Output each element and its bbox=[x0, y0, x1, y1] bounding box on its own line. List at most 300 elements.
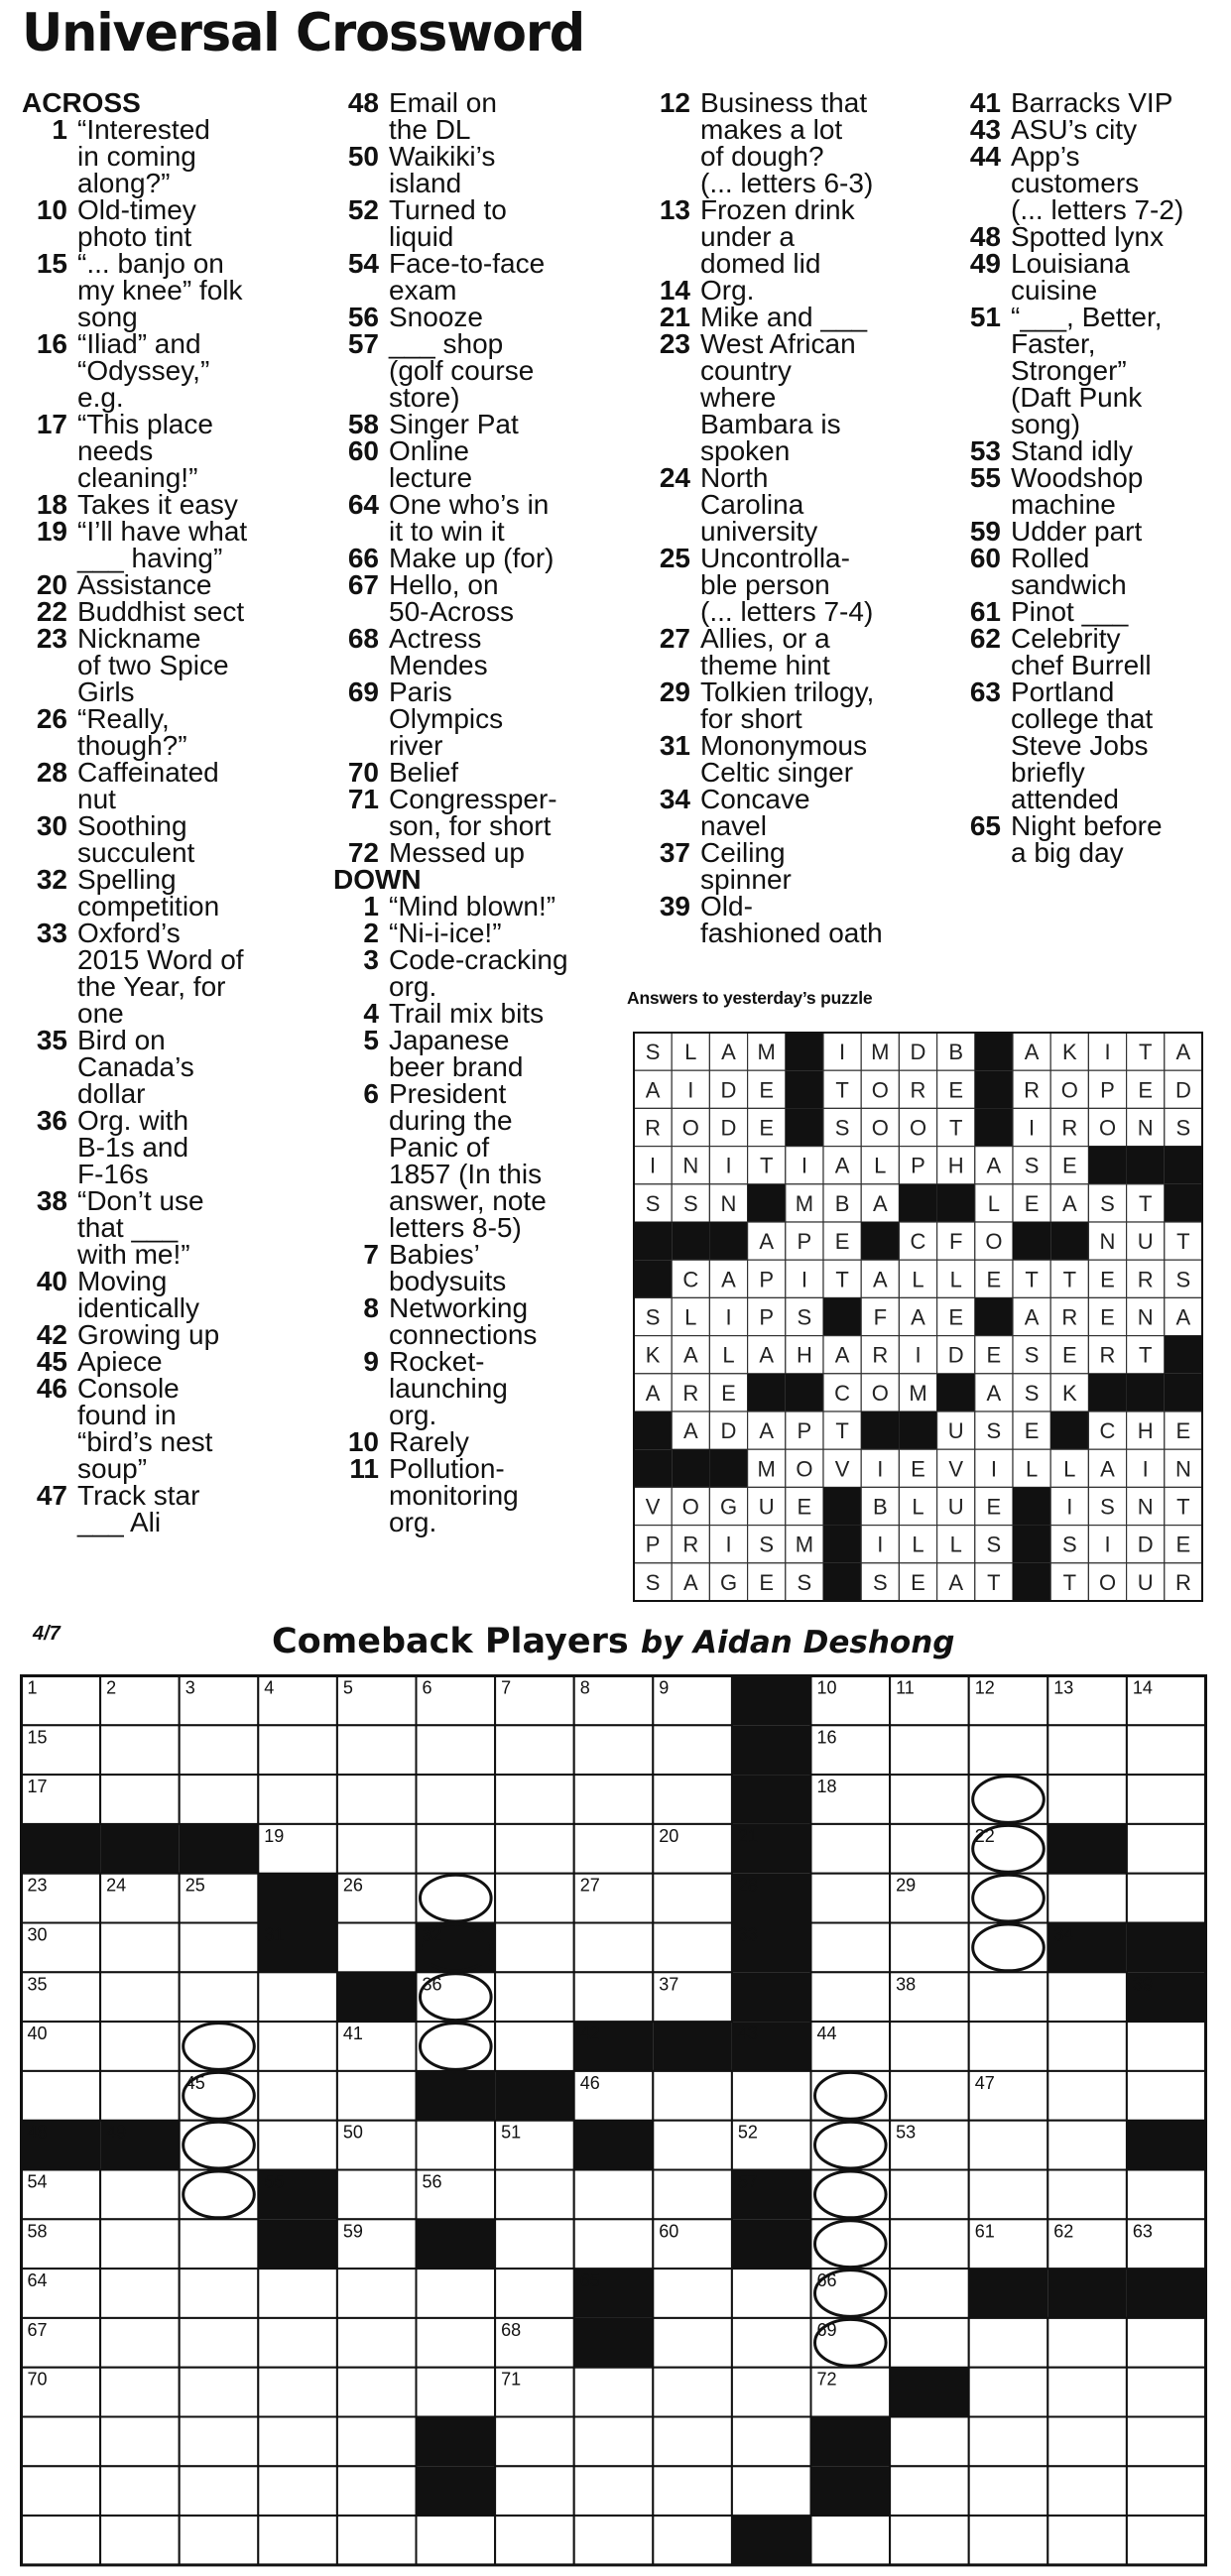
grid-number: 54 bbox=[27, 2171, 48, 2192]
clue-line: Woodshop bbox=[1011, 462, 1144, 493]
grid-cell[interactable] bbox=[890, 2022, 969, 2071]
clue-item[interactable] bbox=[22, 920, 319, 1027]
clue-item[interactable] bbox=[955, 812, 1231, 866]
clue-item[interactable] bbox=[645, 786, 938, 839]
clue-item[interactable] bbox=[22, 1321, 319, 1348]
grid-cell[interactable] bbox=[180, 2219, 259, 2269]
grid-cell[interactable] bbox=[180, 2318, 259, 2368]
grid-cell[interactable] bbox=[969, 1972, 1048, 2022]
clue-line: 2015 Word of bbox=[77, 944, 244, 975]
clue-item[interactable] bbox=[645, 304, 938, 330]
grid-cell[interactable] bbox=[180, 2515, 259, 2565]
grid-cell[interactable] bbox=[258, 1775, 337, 1824]
answer-letter: S bbox=[797, 1304, 812, 1330]
clue-item[interactable] bbox=[22, 330, 319, 411]
clue-item[interactable] bbox=[645, 839, 938, 893]
grid-cell[interactable] bbox=[22, 2515, 101, 2565]
grid-cell[interactable] bbox=[337, 2466, 417, 2515]
grid-cell[interactable] bbox=[495, 2466, 574, 2515]
clue-item[interactable] bbox=[22, 598, 319, 625]
grid-block bbox=[1127, 2121, 1206, 2170]
grid-cell[interactable] bbox=[969, 1923, 1048, 1973]
grid-cell[interactable] bbox=[574, 1923, 654, 1973]
grid-cell[interactable] bbox=[417, 2318, 496, 2368]
grid-cell[interactable] bbox=[100, 2071, 180, 2121]
grid-cell[interactable] bbox=[22, 2466, 101, 2515]
grid-cell[interactable] bbox=[653, 2368, 732, 2417]
grid-number: 60 bbox=[659, 2221, 679, 2242]
clue-line: Face-to-face bbox=[389, 248, 546, 279]
grid-cell[interactable] bbox=[653, 2515, 732, 2565]
clue-item[interactable] bbox=[333, 571, 641, 625]
clue-item[interactable] bbox=[333, 839, 641, 866]
grid-cell[interactable] bbox=[653, 1874, 732, 1923]
grid-cell[interactable] bbox=[337, 2318, 417, 2368]
clue-number: 64 bbox=[347, 489, 379, 520]
grid-cell[interactable] bbox=[732, 2368, 811, 2417]
clue-item[interactable] bbox=[333, 1455, 641, 1535]
grid-cell[interactable] bbox=[890, 1824, 969, 1874]
clue-number: 60 bbox=[347, 435, 379, 466]
grid-cell[interactable] bbox=[495, 1972, 574, 2022]
clue-item[interactable] bbox=[333, 304, 641, 330]
answer-block bbox=[899, 1411, 936, 1449]
grid-cell[interactable] bbox=[969, 2417, 1048, 2467]
grid-cell[interactable] bbox=[574, 2170, 654, 2220]
grid-cell[interactable] bbox=[1047, 2121, 1127, 2170]
clue-item[interactable] bbox=[22, 196, 319, 250]
clue-item[interactable] bbox=[22, 250, 319, 330]
grid-cell[interactable] bbox=[180, 1725, 259, 1775]
grid-cell[interactable] bbox=[100, 2466, 180, 2515]
clue-item[interactable] bbox=[333, 437, 641, 491]
grid-cell[interactable] bbox=[337, 1775, 417, 1824]
clue-line: competition bbox=[77, 891, 220, 921]
grid-cell[interactable] bbox=[1047, 2466, 1127, 2515]
grid-number: 29 bbox=[896, 1875, 917, 1896]
grid-cell[interactable] bbox=[180, 2417, 259, 2467]
grid-cell[interactable] bbox=[890, 2466, 969, 2515]
grid-cell[interactable] bbox=[1047, 2368, 1127, 2417]
answer-letter: O bbox=[681, 1115, 699, 1141]
grid-cell[interactable] bbox=[574, 2219, 654, 2269]
grid-cell[interactable] bbox=[495, 2219, 574, 2269]
grid-cell[interactable] bbox=[337, 2368, 417, 2417]
grid-cell[interactable] bbox=[969, 2121, 1048, 2170]
clue-item[interactable] bbox=[333, 1348, 641, 1428]
answer-letter: D bbox=[1174, 1077, 1191, 1103]
grid-cell[interactable] bbox=[100, 1972, 180, 2022]
clue-item[interactable] bbox=[645, 732, 938, 786]
grid-cell[interactable] bbox=[890, 2170, 969, 2220]
grid-cell[interactable] bbox=[417, 1725, 496, 1775]
grid-cell[interactable] bbox=[258, 2071, 337, 2121]
grid-cell[interactable] bbox=[337, 2417, 417, 2467]
grid-block bbox=[22, 1824, 101, 1874]
grid-cell[interactable] bbox=[653, 2466, 732, 2515]
grid-cell[interactable] bbox=[22, 2417, 101, 2467]
clue-item[interactable] bbox=[955, 437, 1231, 464]
clue-item[interactable] bbox=[333, 946, 641, 1000]
grid-cell[interactable] bbox=[495, 2269, 574, 2318]
clue-text bbox=[389, 893, 641, 920]
grid-cell[interactable] bbox=[732, 2466, 811, 2515]
clue-number: 42 bbox=[36, 1319, 67, 1350]
clue-item[interactable] bbox=[22, 116, 319, 196]
clue-item[interactable] bbox=[955, 143, 1231, 223]
grid-cell[interactable] bbox=[495, 2022, 574, 2071]
clue-item[interactable] bbox=[333, 89, 641, 143]
clue-item[interactable] bbox=[22, 1107, 319, 1187]
clue-item[interactable] bbox=[955, 250, 1231, 304]
grid-cell[interactable] bbox=[969, 2466, 1048, 2515]
grid-cell[interactable] bbox=[653, 2318, 732, 2368]
clue-item[interactable] bbox=[955, 116, 1231, 143]
grid-cell[interactable] bbox=[732, 2417, 811, 2467]
grid-cell[interactable] bbox=[653, 2269, 732, 2318]
grid-cell[interactable] bbox=[180, 2022, 259, 2071]
grid-cell[interactable] bbox=[417, 2368, 496, 2417]
clue-item[interactable] bbox=[22, 1187, 319, 1268]
grid-number: 33 bbox=[737, 1924, 758, 1945]
clue-item[interactable] bbox=[22, 1375, 319, 1482]
grid-block bbox=[337, 1972, 417, 2022]
grid-cell[interactable] bbox=[1047, 2417, 1127, 2467]
clue-text bbox=[389, 625, 641, 678]
clue-item[interactable] bbox=[333, 893, 641, 920]
clue-text bbox=[77, 518, 319, 571]
grid-cell[interactable] bbox=[1047, 2515, 1127, 2565]
clue-item[interactable] bbox=[333, 1027, 641, 1080]
grid-cell[interactable] bbox=[811, 2170, 891, 2220]
grid-cell[interactable] bbox=[890, 2318, 969, 2368]
grid-number: 62 bbox=[1053, 2221, 1074, 2242]
grid-cell[interactable] bbox=[890, 2269, 969, 2318]
grid-cell[interactable] bbox=[495, 2170, 574, 2220]
grid-cell[interactable] bbox=[100, 2022, 180, 2071]
grid-cell[interactable] bbox=[811, 1874, 891, 1923]
grid-cell[interactable] bbox=[100, 2515, 180, 2565]
grid-cell[interactable] bbox=[100, 1923, 180, 1973]
clue-item[interactable] bbox=[333, 1080, 641, 1241]
grid-cell[interactable] bbox=[258, 2022, 337, 2071]
grid-cell[interactable] bbox=[574, 1725, 654, 1775]
grid-cell[interactable] bbox=[258, 2318, 337, 2368]
grid-cell[interactable] bbox=[574, 1824, 654, 1874]
clue-item[interactable] bbox=[955, 223, 1231, 250]
grid-cell[interactable] bbox=[1127, 2071, 1206, 2121]
clue-item[interactable] bbox=[333, 1294, 641, 1348]
clue-item[interactable] bbox=[333, 143, 641, 196]
grid-cell[interactable] bbox=[258, 1725, 337, 1775]
grid-cell[interactable] bbox=[337, 1725, 417, 1775]
grid-cell[interactable] bbox=[100, 1775, 180, 1824]
grid-cell[interactable] bbox=[417, 2269, 496, 2318]
grid-cell[interactable] bbox=[495, 2515, 574, 2565]
grid-cell[interactable] bbox=[100, 2269, 180, 2318]
grid-cell[interactable] bbox=[1047, 1725, 1127, 1775]
clue-item[interactable] bbox=[22, 1482, 319, 1535]
grid-cell[interactable] bbox=[811, 2121, 891, 2170]
grid-cell[interactable] bbox=[258, 2515, 337, 2565]
grid-cell[interactable] bbox=[969, 2368, 1048, 2417]
grid-cell[interactable] bbox=[258, 2269, 337, 2318]
grid-cell[interactable] bbox=[180, 2170, 259, 2220]
grid-cell[interactable] bbox=[1047, 2170, 1127, 2220]
grid-cell[interactable] bbox=[1127, 1874, 1206, 1923]
grid-number: 8 bbox=[579, 1677, 590, 1698]
clue-item[interactable] bbox=[333, 1428, 641, 1455]
clue-item[interactable] bbox=[22, 812, 319, 866]
grid-cell[interactable] bbox=[100, 2219, 180, 2269]
clue-item[interactable] bbox=[333, 491, 641, 545]
grid-cell[interactable] bbox=[1127, 1725, 1206, 1775]
grid-cell[interactable] bbox=[890, 1775, 969, 1824]
clue-item[interactable] bbox=[333, 678, 641, 759]
grid-cell[interactable] bbox=[495, 1923, 574, 1973]
grid-cell[interactable] bbox=[417, 2121, 496, 2170]
answer-letter: A bbox=[759, 1342, 775, 1368]
answer-block bbox=[937, 1184, 975, 1222]
grid-cell[interactable] bbox=[574, 2417, 654, 2467]
grid-cell[interactable] bbox=[653, 1775, 732, 1824]
grid-cell[interactable] bbox=[337, 2269, 417, 2318]
grid-cell[interactable] bbox=[1047, 1874, 1127, 1923]
grid-cell[interactable] bbox=[180, 2269, 259, 2318]
clue-item[interactable] bbox=[333, 920, 641, 946]
grid-cell[interactable] bbox=[495, 1775, 574, 1824]
grid-cell[interactable] bbox=[969, 2515, 1048, 2565]
clue-number: 25 bbox=[659, 543, 690, 573]
clue-item[interactable] bbox=[645, 89, 938, 196]
grid-cell[interactable] bbox=[1127, 1775, 1206, 1824]
grid-cell[interactable] bbox=[653, 2417, 732, 2467]
grid-cell[interactable] bbox=[180, 2466, 259, 2515]
grid-cell[interactable] bbox=[258, 2417, 337, 2467]
clue-item[interactable] bbox=[22, 759, 319, 812]
grid-cell[interactable] bbox=[890, 2417, 969, 2467]
answer-letter: T bbox=[987, 1569, 1001, 1595]
grid-cell[interactable] bbox=[1127, 2170, 1206, 2220]
grid-cell[interactable] bbox=[732, 2318, 811, 2368]
grid-cell[interactable] bbox=[417, 1874, 496, 1923]
grid-cell[interactable] bbox=[969, 2022, 1048, 2071]
grid-cell[interactable] bbox=[100, 1725, 180, 1775]
grid-cell[interactable] bbox=[337, 2071, 417, 2121]
grid-number: 47 bbox=[974, 2072, 995, 2093]
grid-cell[interactable] bbox=[574, 1972, 654, 2022]
grid-cell[interactable] bbox=[969, 1725, 1048, 1775]
grid-cell[interactable] bbox=[969, 1775, 1048, 1824]
grid-cell[interactable] bbox=[495, 2417, 574, 2467]
grid-cell[interactable] bbox=[1047, 2022, 1127, 2071]
grid-cell[interactable] bbox=[574, 2368, 654, 2417]
grid-cell[interactable] bbox=[100, 2368, 180, 2417]
clue-item[interactable] bbox=[22, 411, 319, 491]
clue-number: 43 bbox=[969, 114, 1001, 145]
clue-item[interactable] bbox=[333, 411, 641, 437]
grid-cell[interactable] bbox=[969, 2318, 1048, 2368]
clue-item[interactable] bbox=[955, 304, 1231, 437]
clue-number: 56 bbox=[347, 302, 379, 332]
grid-cell[interactable] bbox=[417, 1824, 496, 1874]
grid-cell[interactable] bbox=[1047, 2318, 1127, 2368]
clue-item[interactable] bbox=[955, 678, 1231, 812]
clue-item[interactable] bbox=[333, 1000, 641, 1027]
clue-number: 22 bbox=[36, 596, 67, 627]
grid-cell[interactable] bbox=[258, 2466, 337, 2515]
grid-cell[interactable] bbox=[969, 1874, 1048, 1923]
grid-cell[interactable] bbox=[653, 2170, 732, 2220]
grid-cell[interactable] bbox=[811, 2071, 891, 2121]
grid-cell[interactable] bbox=[1127, 2022, 1206, 2071]
grid-cell[interactable] bbox=[732, 2269, 811, 2318]
clue-item[interactable] bbox=[645, 893, 938, 946]
clue-number: 58 bbox=[347, 409, 379, 439]
clue-item[interactable] bbox=[22, 705, 319, 759]
grid-cell[interactable] bbox=[574, 2466, 654, 2515]
clue-item[interactable] bbox=[22, 1027, 319, 1107]
grid-cell[interactable] bbox=[337, 1824, 417, 1874]
grid-cell[interactable] bbox=[100, 2417, 180, 2467]
clue-item[interactable] bbox=[645, 678, 938, 732]
clue-item[interactable] bbox=[645, 330, 938, 464]
grid-cell[interactable] bbox=[1127, 2466, 1206, 2515]
grid-cell[interactable] bbox=[1127, 2515, 1206, 2565]
answer-letter: D bbox=[720, 1077, 737, 1103]
clue-item[interactable] bbox=[645, 545, 938, 625]
clue-item[interactable] bbox=[333, 625, 641, 678]
clue-item[interactable] bbox=[22, 625, 319, 705]
clue-line: Tolkien trilogy, bbox=[700, 676, 875, 707]
grid-cell[interactable] bbox=[180, 1972, 259, 2022]
grid-cell[interactable] bbox=[811, 2515, 891, 2565]
clue-item[interactable] bbox=[22, 1348, 319, 1375]
grid-cell[interactable] bbox=[1127, 2368, 1206, 2417]
grid-cell[interactable] bbox=[180, 1775, 259, 1824]
clue-item[interactable] bbox=[333, 786, 641, 839]
grid-block bbox=[732, 1676, 811, 1726]
grid-block bbox=[811, 2417, 891, 2467]
grid-cell[interactable] bbox=[180, 1923, 259, 1973]
answer-letter: M bbox=[757, 1456, 776, 1482]
answer-letter: E bbox=[986, 1267, 1002, 1292]
clue-item[interactable] bbox=[955, 518, 1231, 545]
clue-item[interactable] bbox=[645, 464, 938, 545]
clue-item[interactable] bbox=[22, 518, 319, 571]
grid-cell[interactable] bbox=[1127, 1824, 1206, 1874]
grid-cell[interactable] bbox=[1127, 2318, 1206, 2368]
grid-cell[interactable] bbox=[258, 1972, 337, 2022]
clue-text bbox=[389, 786, 641, 839]
clue-item[interactable] bbox=[645, 625, 938, 678]
clue-item[interactable] bbox=[333, 759, 641, 786]
clue-item[interactable] bbox=[333, 545, 641, 571]
grid-cell[interactable] bbox=[495, 1725, 574, 1775]
grid-cell[interactable] bbox=[653, 2121, 732, 2170]
grid-cell[interactable] bbox=[653, 1923, 732, 1973]
grid-cell[interactable] bbox=[811, 1923, 891, 1973]
clue-text bbox=[700, 625, 938, 678]
clue-item[interactable] bbox=[645, 277, 938, 304]
grid-cell[interactable] bbox=[574, 1775, 654, 1824]
answer-letter: O bbox=[1098, 1569, 1117, 1595]
grid-cell[interactable] bbox=[811, 2219, 891, 2269]
clue-item[interactable] bbox=[22, 866, 319, 920]
grid-block bbox=[811, 2466, 891, 2515]
grid-cell[interactable] bbox=[574, 2515, 654, 2565]
clue-number: 30 bbox=[36, 810, 67, 841]
grid-cell[interactable] bbox=[417, 2515, 496, 2565]
clue-item[interactable] bbox=[333, 1241, 641, 1294]
clue-item[interactable] bbox=[955, 89, 1231, 116]
grid-cell[interactable] bbox=[890, 1725, 969, 1775]
clue-item[interactable] bbox=[955, 625, 1231, 678]
grid-cell[interactable] bbox=[337, 1923, 417, 1973]
clue-item[interactable] bbox=[22, 1268, 319, 1321]
clue-line: Carolina bbox=[700, 489, 804, 520]
grid-cell[interactable] bbox=[653, 2071, 732, 2121]
clue-item[interactable] bbox=[955, 598, 1231, 625]
grid-cell[interactable] bbox=[180, 2368, 259, 2417]
grid-cell[interactable] bbox=[890, 2219, 969, 2269]
grid-cell[interactable] bbox=[1127, 2417, 1206, 2467]
grid-cell[interactable] bbox=[417, 1775, 496, 1824]
clue-item[interactable] bbox=[333, 330, 641, 411]
grid-cell[interactable] bbox=[180, 2121, 259, 2170]
answer-block bbox=[709, 1449, 747, 1487]
grid-cell[interactable] bbox=[969, 2170, 1048, 2220]
grid-cell[interactable] bbox=[100, 2170, 180, 2220]
clue-item[interactable] bbox=[22, 491, 319, 518]
grid-block bbox=[258, 2219, 337, 2269]
clue-item[interactable] bbox=[955, 464, 1231, 518]
grid-cell[interactable] bbox=[1047, 1775, 1127, 1824]
clue-item[interactable] bbox=[645, 196, 938, 277]
grid-cell[interactable] bbox=[417, 2022, 496, 2071]
clue-text bbox=[77, 1482, 319, 1535]
grid-cell[interactable] bbox=[258, 2121, 337, 2170]
clue-item[interactable] bbox=[955, 545, 1231, 598]
grid-cell[interactable] bbox=[811, 1824, 891, 1874]
grid-cell[interactable] bbox=[890, 1923, 969, 1973]
grid-cell[interactable] bbox=[495, 1874, 574, 1923]
grid-cell[interactable] bbox=[890, 2071, 969, 2121]
grid-cell[interactable] bbox=[22, 2071, 101, 2121]
grid-block bbox=[732, 2515, 811, 2565]
grid-cell[interactable] bbox=[100, 2318, 180, 2368]
grid-cell[interactable] bbox=[811, 1972, 891, 2022]
grid-number: 26 bbox=[342, 1875, 363, 1896]
clue-text bbox=[389, 89, 641, 143]
answer-letter: D bbox=[1137, 1532, 1154, 1557]
crossword-grid[interactable] bbox=[20, 1674, 1210, 2567]
grid-cell[interactable] bbox=[337, 2170, 417, 2220]
grid-cell[interactable] bbox=[653, 1725, 732, 1775]
clue-item[interactable] bbox=[22, 571, 319, 598]
grid-cell[interactable] bbox=[1047, 2071, 1127, 2121]
grid-cell[interactable] bbox=[337, 2515, 417, 2565]
clue-line: monitoring bbox=[389, 1480, 519, 1511]
grid-cell[interactable] bbox=[258, 2368, 337, 2417]
grid-cell[interactable] bbox=[732, 2071, 811, 2121]
grid-cell[interactable] bbox=[1047, 1972, 1127, 2022]
grid-number: 11 bbox=[896, 1677, 915, 1698]
grid-cell[interactable] bbox=[495, 1824, 574, 1874]
clue-item[interactable] bbox=[333, 196, 641, 250]
clue-item[interactable] bbox=[333, 250, 641, 304]
grid-cell[interactable] bbox=[890, 2515, 969, 2565]
